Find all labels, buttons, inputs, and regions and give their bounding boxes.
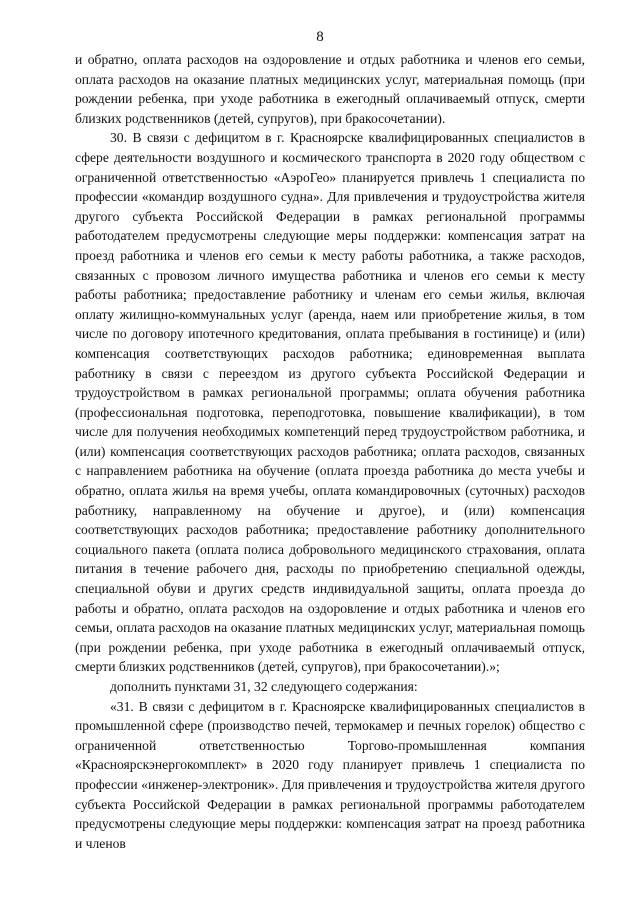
- paragraph-amendment-intro: дополнить пунктами 31, 32 следующего содержания:: [110, 679, 418, 694]
- paragraph-item-31: «31. В связи с дефицитом в г. Красноярске квалифицированных специалистов в промышленной сфере (производство печей, термокамер и печных горелок) общество с ограниченной ответственностью Торгово-промышленная компания «Красноярскэнергокомплект» в 2020 году планирует привлечь 1 специалиста по профессии «инженер-электроник». Для привлечения и трудоустройства жителя другого субъекта Российской Федерации в рамках региональной программы работодателем предусмотрены следующие меры поддержки: компенсация затрат на проезд работника и членов: [75, 698, 585, 851]
- page-number: 8: [316, 29, 324, 45]
- paragraph-continuation: и обратно, оплата расходов на оздоровление и отдых работника и членов его семьи, оплата расходов на оказание платных медицинских услуг, материальная помощь (при рождении ребенка, при уходе работника в ежегодный оплачиваемый отпуск, смерти близких родственников (детей, супругов), при бракосочетании).: [75, 52, 585, 126]
- document-text: [75, 50, 585, 853]
- paragraph-item-30: 30. В связи с дефицитом в г. Красноярске квалифицированных специалистов в сфере деятельности воздушного и космического транспорта в 2020 году обществом с ограниченной ответственностью «АэроГео» планируется привлечь 1 специалиста по профессии «командир воздушного судна». Для привлечения и трудоустройства жителя другого субъекта Российской Федерации в рамках региональной программы работодателем предусмотрены следующие меры поддержки: компенсация затрат на проезд работника и членов его семьи к месту работы работника, а также расходов, связанных с провозом личного имущества работника и членов его семьи к месту работы работника; предоставление работнику и членам его семьи жилья, включая оплату жилищно-коммунальных услуг (аренда, наем или приобретение жилья, в том числе по договору ипотечного кредитования, оплата пребывания в гостинице) и (или) компенсация соответствующих расходов работника; единовременная выплата работнику в связи с переездом из другого субъекта Российской Федерации и трудоустройством в рамках региональной программы; оплата обучения работника (профессиональная подготовка, переподготовка, повышение квалификации), в том числе для получения необходимых компетенций перед трудоустройством работника, и (или) компенсация соответствующих расходов работника; оплата расходов, связанных с направлением работника на обучение (оплата проезда работника до места учебы и обратно, оплата жилья на время учебы, оплата командировочных (суточных) расходов работнику, направленному на обучение и другое), и (или) компенсация соответствующих расходов работника; предоставление работнику дополнительного социального пакета (оплата полиса добровольного медицинского страхования, оплата питания в течение рабочего дня, расходы по приобретению специальной одежды, специальной обуви и других средств индивидуальной защиты, оплата проезда до работы и обратно, оплата расходов на оздоровление и отдых работника и членов его семьи, оплата расходов на оказание платных медицинских услуг, материальная помощь (при рождении ребенка, при уходе работника в ежегодный оплачиваемый отпуск, смерти близких родственников (детей, супругов), при бракосочетании).»;: [75, 130, 585, 675]
